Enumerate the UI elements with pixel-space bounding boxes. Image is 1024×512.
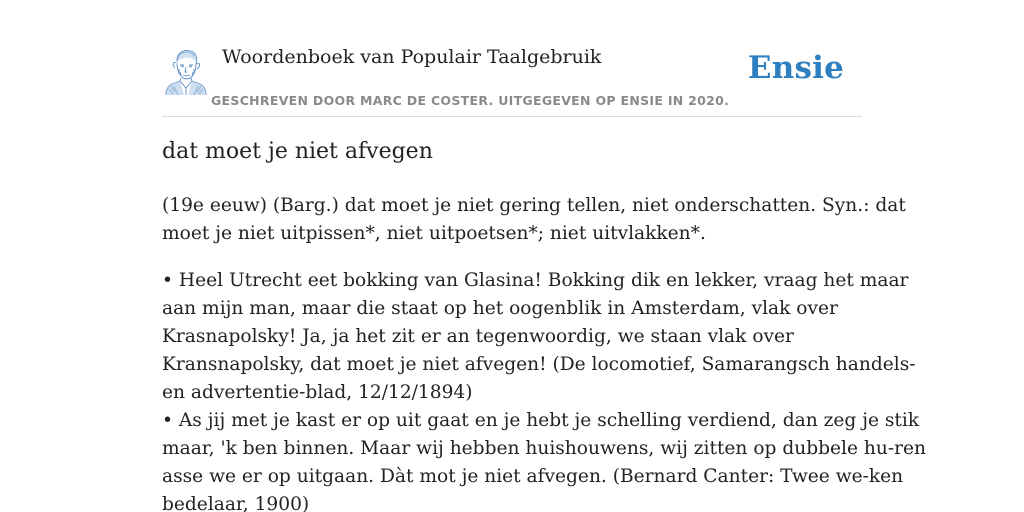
example-line: bedelaar, 1900)	[162, 494, 310, 512]
example-line: aan mijn man, maar die staat op het oogenblik in Amsterdam, vlak over	[162, 298, 838, 319]
definition-line: moet je niet uitpissen*, niet uitpoetsen*; niet uitvlakken*.	[162, 223, 706, 244]
book-title[interactable]: Woordenboek van Populair Taalgebruik	[222, 46, 602, 68]
entry-content	[162, 192, 926, 512]
definition-paragraph	[162, 192, 906, 248]
examples-paragraph	[162, 267, 926, 512]
entry-title: dat moet je niet afvegen	[162, 139, 433, 164]
definition-line: (19e eeuw) (Barg.) dat moet je niet gering tellen, niet onderschatten. Syn.: dat	[162, 195, 906, 216]
example-line: asse we er op uitgaan. Dàt mot je niet afvegen. (Bernard Canter: Twee we-ken	[162, 466, 904, 487]
example-line: maar, 'k ben binnen. Maar wij hebben huishouwens, wij zitten op dubbele hu-ren	[162, 438, 926, 459]
dictionary-header	[162, 40, 862, 117]
example-line: • As jij met je kast er op uit gaat en je hebt je schelling verdiend, dan zeg je stik	[162, 410, 920, 431]
example-line: en advertentie-blad, 12/12/1894)	[162, 382, 473, 403]
ensie-logo-link[interactable]: Ensie	[747, 50, 844, 86]
example-line: Kransnapolsky, dat moet je niet afvegen! (De locomotief, Samarangsch handels-	[162, 354, 916, 375]
author-portrait-icon	[164, 46, 208, 96]
author-byline: GESCHREVEN DOOR MARC DE COSTER. UITGEGEVEN OP ENSIE IN 2020.	[211, 93, 730, 108]
example-line: Krasnapolsky! Ja, ja het zit er an tegenwoordig, we staan vlak over	[162, 326, 794, 347]
example-line: • Heel Utrecht eet bokking van Glasina! Bokking dik en lekker, vraag het maar	[162, 270, 909, 291]
